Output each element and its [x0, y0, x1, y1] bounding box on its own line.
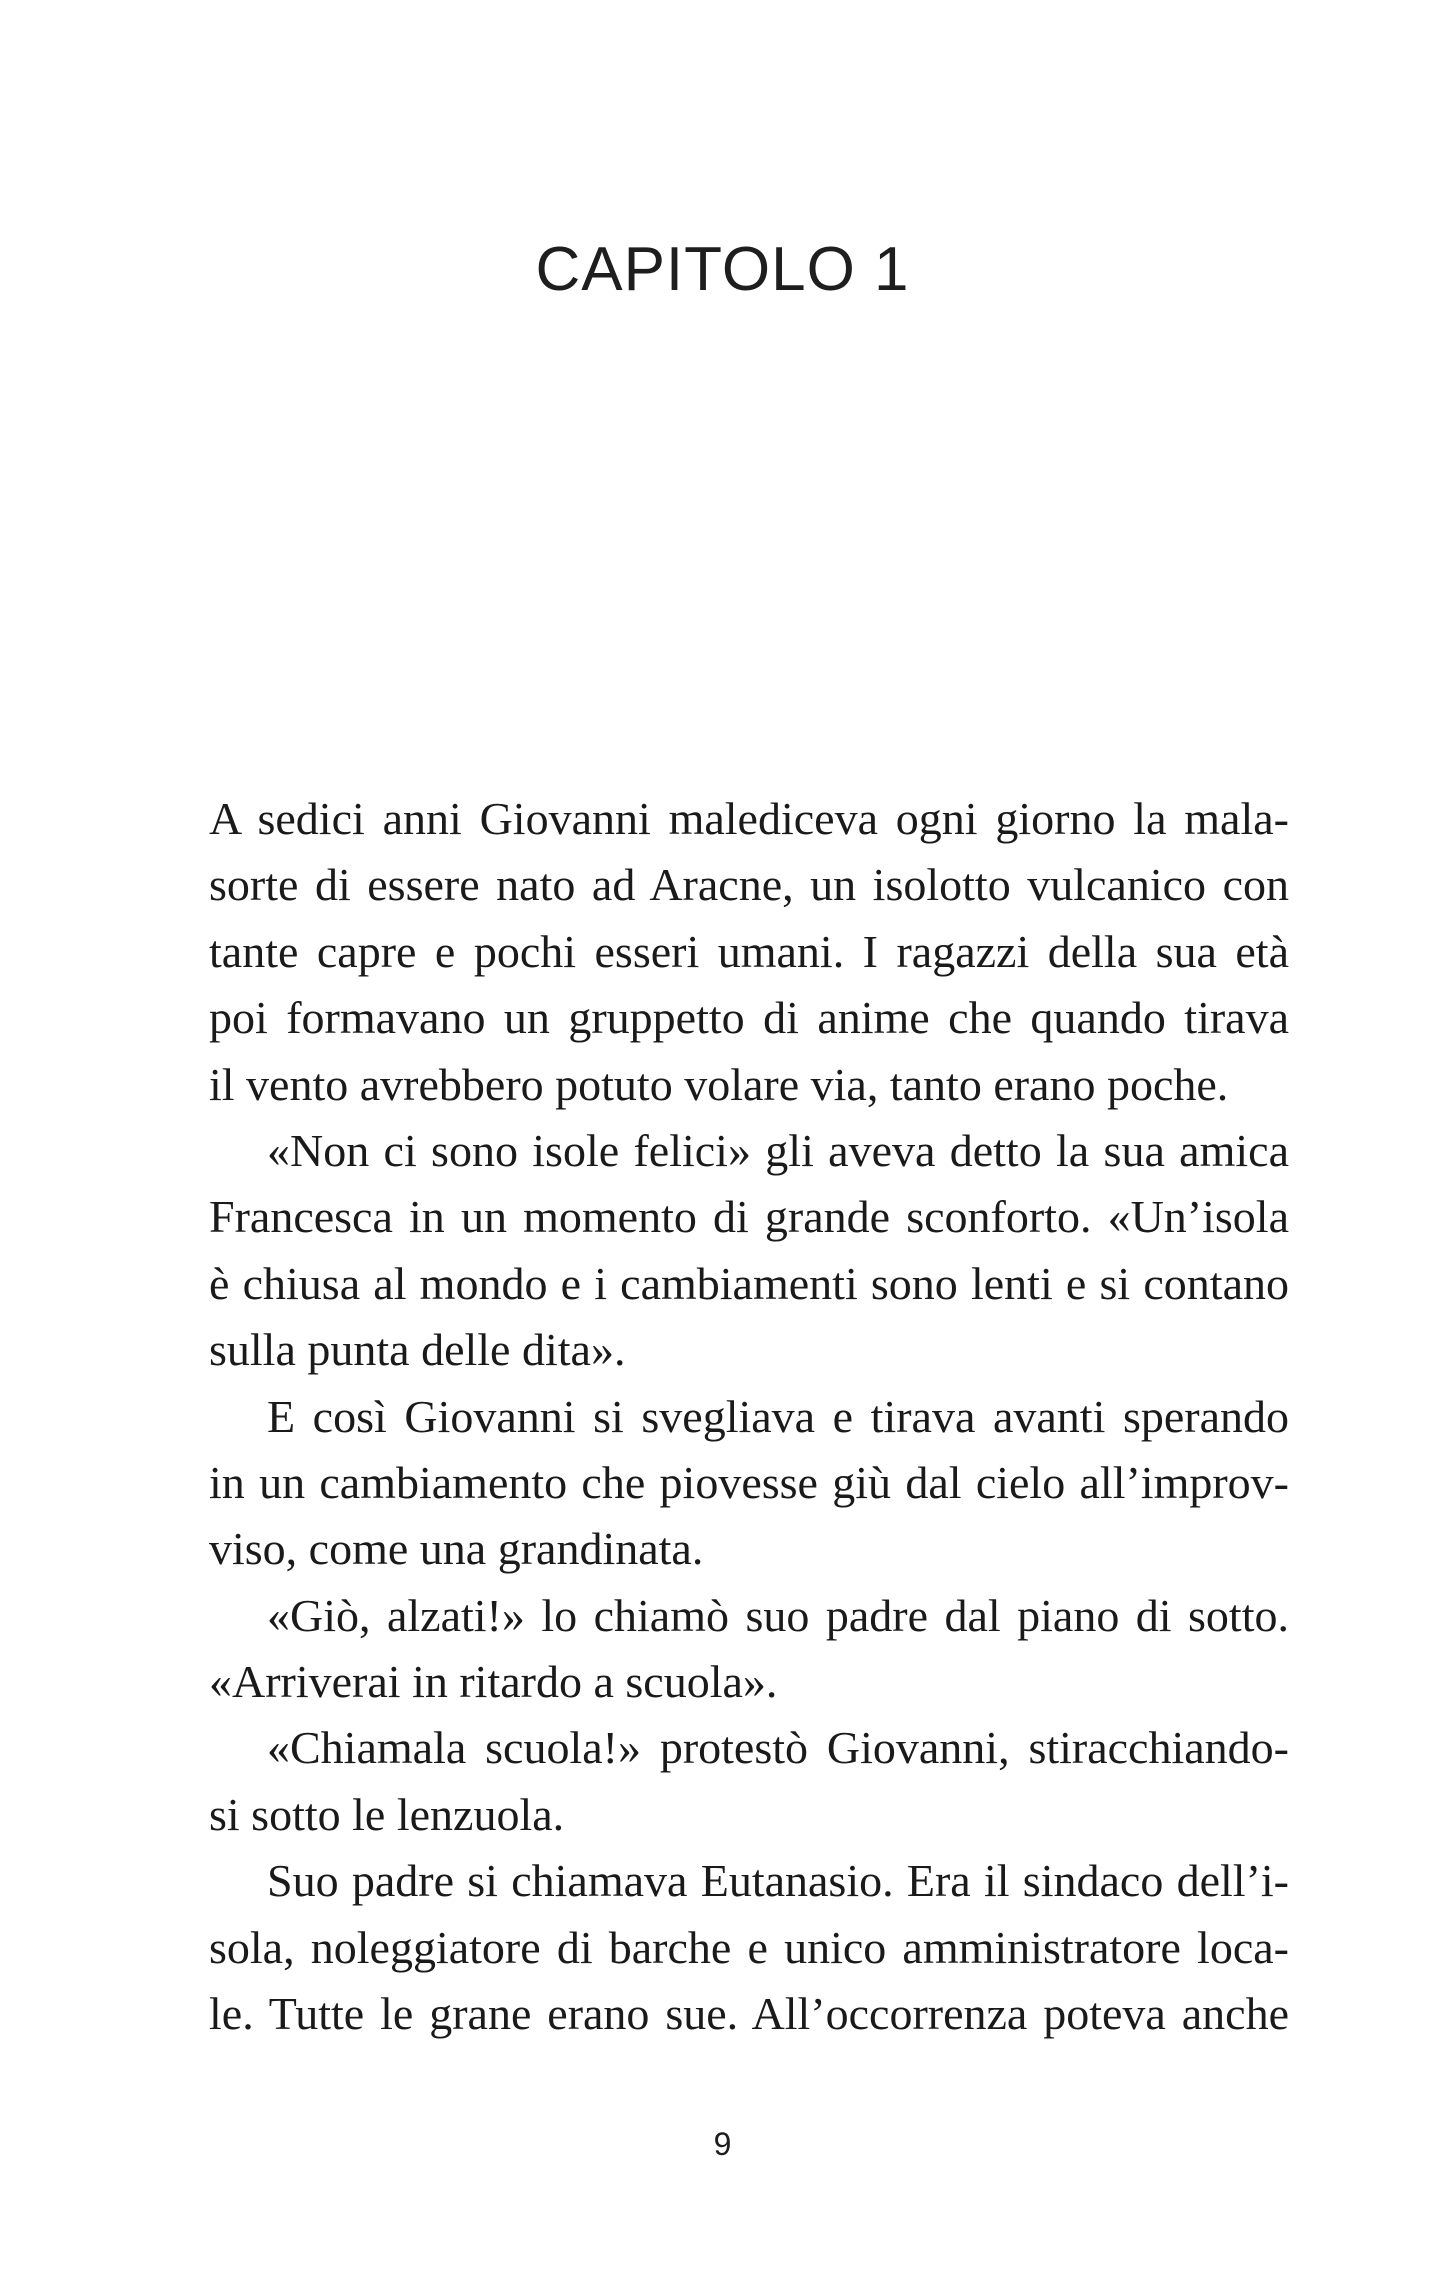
body-text [209, 786, 1289, 2047]
text-line: sulla punta delle dita». [209, 1324, 626, 1376]
chapter-title: CAPITOLO 1 [535, 235, 910, 304]
text-line: il vento avrebbero potuto volare via, tanto erano poche. [209, 1058, 1229, 1110]
text-line: A sedici anni Giovanni malediceva ogni giorno la mala- [209, 793, 1289, 844]
text-line: tante capre e pochi esseri umani. I ragazzi della sua età [209, 925, 1289, 977]
text-line: le. Tutte le grane erano sue. All’occorrenza poteva anche [209, 1988, 1289, 2040]
text-line: sola, noleggiatore di barche e unico amministratore loca- [209, 1921, 1289, 1973]
text-line: «Giò, alzati!» lo chiamò suo padre dal piano di sotto. [267, 1589, 1289, 1641]
text-line: in un cambiamento che piovesse giù dal cielo all’improv- [209, 1456, 1289, 1508]
text-line: Francesca in un momento di grande sconforto. «Un’isola [209, 1191, 1289, 1243]
text-line: è chiusa al mondo e i cambiamenti sono lenti e si contano [209, 1257, 1289, 1309]
text-line: viso, come una grandinata. [209, 1523, 704, 1575]
text-line: Suo padre si chiamava Eutanasio. Era il sindaco dell’i- [267, 1855, 1289, 1907]
text-line: «Non ci sono isole felici» gli aveva detto la sua amica [267, 1124, 1289, 1176]
text-line: E così Giovanni si svegliava e tirava avanti sperando [267, 1390, 1289, 1442]
page-number: 9 [713, 2126, 732, 2162]
text-line: sorte di essere nato ad Aracne, un isolotto vulcanico con [209, 859, 1289, 911]
text-line: «Chiamala scuola!» protestò Giovanni, stiracchiando- [267, 1722, 1289, 1774]
text-line: poi formavano un gruppetto di anime che quando tirava [209, 992, 1289, 1044]
text-line: «Arriverai in ritardo a scuola». [209, 1656, 778, 1708]
text-line: si sotto le lenzuola. [209, 1788, 565, 1840]
